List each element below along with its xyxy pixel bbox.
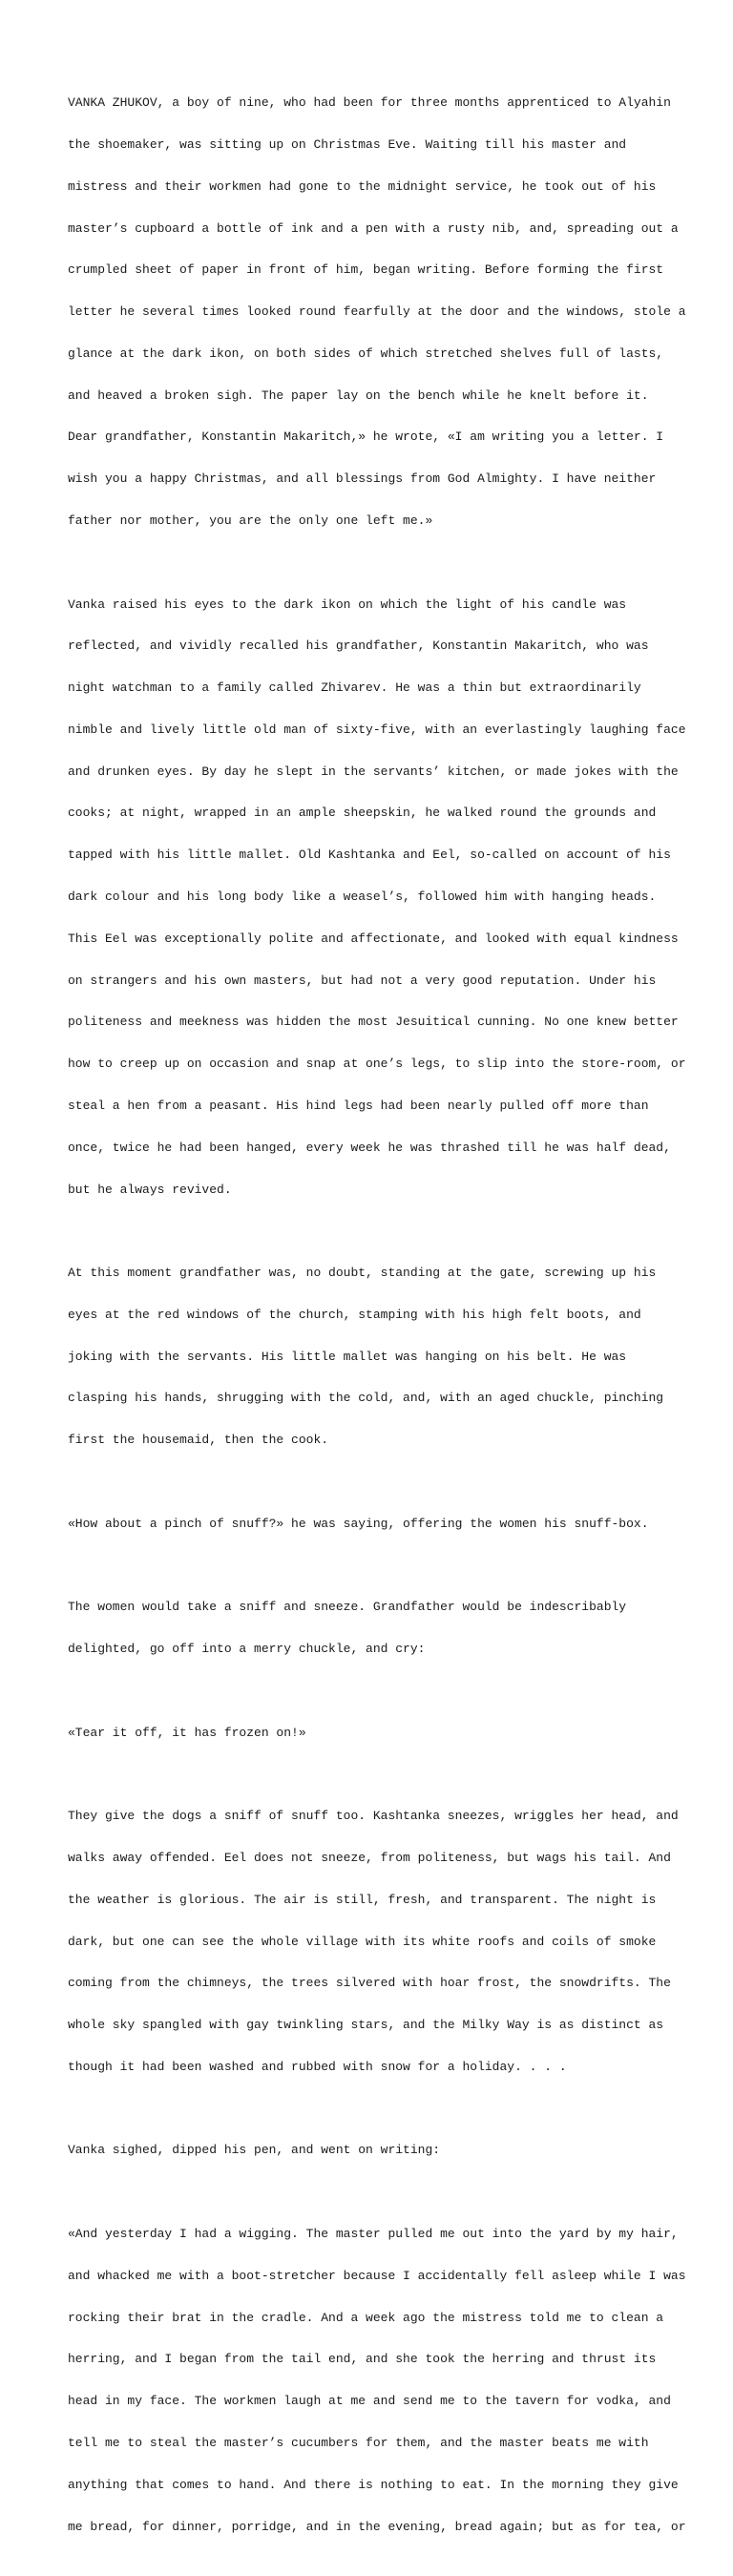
text-line: head in my face. The workmen laugh at me and send me to the tavern for vodka, and bbox=[68, 2394, 671, 2409]
text-line: and whacked me with a boot-stretcher because I accidentally fell asleep while I was bbox=[68, 2268, 686, 2283]
text-line: rocking their brat in the cradle. And a week ago the mistress told me to clean a bbox=[68, 2310, 664, 2325]
text-line: VANKA ZHUKOV, a boy of nine, who had been for three months apprenticed to Alyahin bbox=[68, 95, 671, 111]
text-line: walks away offended. Eel does not sneeze, from politeness, but wags his tail. And bbox=[68, 1851, 671, 1865]
text-line: once, twice he had been hanged, every week he was thrashed till he was half dead, bbox=[68, 1140, 671, 1155]
paragraph-1 bbox=[68, 69, 686, 556]
paragraph-4 bbox=[68, 1490, 679, 1560]
text-line: anything that comes to hand. And there is nothing to eat. In the morning they give bbox=[68, 2477, 679, 2492]
text-line: night watchman to a family called Zhivarev. He was a thin but extraordinarily bbox=[68, 681, 641, 696]
text-line: Vanka raised his eyes to the dark ikon on which the light of his candle was bbox=[68, 597, 627, 612]
text-line: dark colour and his long body like a weasel’s, followed him with hanging heads. bbox=[68, 890, 657, 905]
text-line: This Eel was exceptionally polite and affectionate, and looked with equal kindness bbox=[68, 931, 679, 946]
text-line: politeness and meekness was hidden the most Jesuitical cunning. No one knew better bbox=[68, 1015, 679, 1030]
text-line: Dear grandfather, Konstantin Makaritch,» he wrote, «I am writing you a letter. I bbox=[68, 429, 664, 445]
text-line: «Tear it off, it has frozen on!» bbox=[68, 1725, 306, 1740]
text-line: clasping his hands, shrugging with the cold, and, with an aged chuckle, pinching bbox=[68, 1391, 664, 1406]
text-line: the weather is glorious. The air is still, fresh, and transparent. The night is bbox=[68, 1892, 657, 1907]
text-line: and drunken eyes. By day he slept in the servants’ kitchen, or made jokes with the bbox=[68, 764, 679, 779]
text-line: master’s cupboard a bottle of ink and a pen with a rusty nib, and, spreading out a bbox=[68, 220, 679, 236]
text-line: wish you a happy Christmas, and all blessings from God Almighty. I have neither bbox=[68, 471, 657, 487]
text-line: whole sky spangled with gay twinkling stars, and the Milky Way is as distinct as bbox=[68, 2018, 664, 2033]
text-line: delighted, go off into a merry chuckle, and cry: bbox=[68, 1642, 426, 1657]
text-line: first the housemaid, then the cook. bbox=[68, 1433, 329, 1448]
document-page bbox=[68, 69, 686, 2576]
text-line: how to creep up on occasion and snap at one’s legs, to slip into the store-room, or bbox=[68, 1057, 686, 1072]
paragraph-7 bbox=[68, 1782, 679, 2103]
paragraph-8 bbox=[68, 2116, 679, 2186]
text-line: The women would take a sniff and sneeze. Grandfather would be indescribably bbox=[68, 1600, 627, 1615]
text-line: At this moment grandfather was, no doubt, standing at the gate, screwing up his bbox=[68, 1266, 657, 1281]
paragraph-6 bbox=[68, 1698, 679, 1768]
text-line: tell me to steal the master’s cucumbers for them, and the master beats me with bbox=[68, 2435, 649, 2450]
text-line: letter he several times looked round fearfully at the door and the windows, stole a bbox=[68, 304, 686, 320]
text-line: me bread, for dinner, porridge, and in the evening, bread again; but as for tea, or bbox=[68, 2519, 686, 2534]
paragraph-3 bbox=[68, 1239, 679, 1476]
paragraph-2 bbox=[68, 570, 686, 1225]
text-line: but he always revived. bbox=[68, 1182, 232, 1197]
text-line: though it had been washed and rubbed with snow for a holiday. . . . bbox=[68, 2059, 567, 2074]
text-line: the shoemaker, was sitting up on Christmas Eve. Waiting till his master and bbox=[68, 136, 627, 152]
text-line: herring, and I began from the tail end, and she took the herring and thrust its bbox=[68, 2352, 657, 2367]
text-line: cooks; at night, wrapped in an ample sheepskin, he walked round the grounds and bbox=[68, 806, 657, 821]
text-line: nimble and lively little old man of sixty-five, with an everlastingly laughing face bbox=[68, 722, 686, 737]
text-line: «How about a pinch of snuff?» he was saying, offering the women his snuff-box. bbox=[68, 1516, 649, 1531]
paragraph-9 bbox=[68, 2200, 686, 2562]
text-line: crumpled sheet of paper in front of him, began writing. Before forming the first bbox=[68, 262, 664, 278]
text-line: joking with the servants. His little mallet was hanging on his belt. He was bbox=[68, 1349, 627, 1364]
text-line: on strangers and his own masters, but had not a very good reputation. Under his bbox=[68, 973, 657, 988]
paragraph-5 bbox=[68, 1573, 679, 1685]
text-line: reflected, and vividly recalled his grandfather, Konstantin Makaritch, who was bbox=[68, 639, 649, 654]
text-line: «And yesterday I had a wigging. The master pulled me out into the yard by my hair, bbox=[68, 2227, 679, 2242]
text-line: steal a hen from a peasant. His hind legs had been nearly pulled off more than bbox=[68, 1098, 649, 1113]
text-line: and heaved a broken sigh. The paper lay on the bench while he knelt before it. bbox=[68, 387, 649, 403]
text-line: Vanka sighed, dipped his pen, and went on writing: bbox=[68, 2143, 441, 2158]
text-line: dark, but one can see the whole village with its white roofs and coils of smoke bbox=[68, 1934, 657, 1949]
text-line: eyes at the red windows of the church, stamping with his high felt boots, and bbox=[68, 1307, 641, 1322]
text-line: tapped with his little mallet. Old Kashtanka and Eel, so-called on account of his bbox=[68, 848, 671, 863]
text-line: coming from the chimneys, the trees silvered with hoar frost, the snowdrifts. The bbox=[68, 1976, 671, 1991]
text-line: father nor mother, you are the only one left me.» bbox=[68, 513, 433, 528]
text-line: glance at the dark ikon, on both sides of which stretched shelves full of lasts, bbox=[68, 346, 664, 361]
text-line: mistress and their workmen had gone to the midnight service, he took out of his bbox=[68, 178, 657, 194]
text-line: They give the dogs a sniff of snuff too. Kashtanka sneezes, wriggles her head, and bbox=[68, 1809, 679, 1824]
